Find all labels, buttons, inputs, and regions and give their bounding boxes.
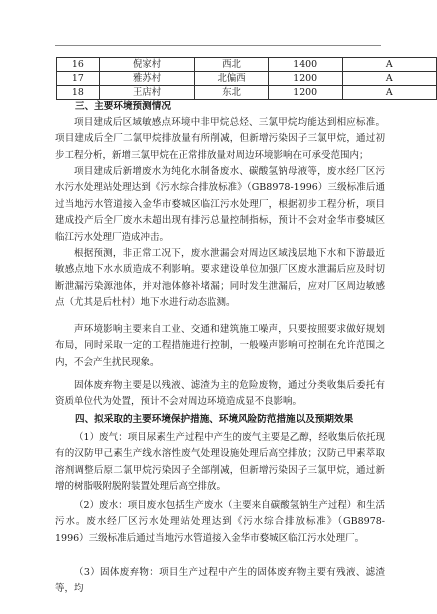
table-cell: A [342, 72, 436, 86]
table-cell: 1200 [268, 86, 342, 100]
header-rule [55, 45, 381, 46]
table-cell: A [342, 58, 436, 72]
table-cell: 东北 [195, 86, 269, 100]
table-cell: 北偏西 [195, 72, 269, 86]
table-cell: 西北 [195, 58, 269, 72]
paragraph-solid-waste-measures: （3）固体废弃物：项目生产过程中产生的固体废弃物主要有残液、滤渣等，均 [55, 567, 385, 595]
table-cell: 18 [57, 86, 100, 100]
section-heading-3: 三、主要环境预测情况 [75, 101, 171, 112]
table-row [57, 72, 437, 86]
table-cell: A [342, 86, 436, 100]
table-cell: 王店村 [99, 86, 194, 100]
village-table [56, 57, 437, 100]
table-cell: 1400 [268, 58, 342, 72]
paragraph-waste-gas-measures: （1）废气：项目尿素生产过程中产生的废气主要是乙醇，经收集后依托现有的汉防甲己素生产线水溶性废气处理设施处理后高空排放；汉防己甲素萃取溶剂调整后原二氯甲烷污染因子全部削减，但新增污染因子三氯甲烷，通过新增的树脂吸附脱附装置处理后高空排放。 [55, 432, 385, 493]
table-cell: 1200 [268, 72, 342, 86]
table-cell: 倪家村 [99, 58, 194, 72]
table-row [57, 86, 437, 100]
paragraph-air-prediction: 项目建成后区域敏感点环境中非甲烷总烃、三氯甲烷均能达到相应标准。项目建成后全厂二氯甲烷排放量有所削减，但新增污染因子三氯甲烷，通过初步工程分析，新增三氯甲烷在正常排放量对周边环境影响在可承受范围内； [55, 117, 385, 161]
paragraph-water-prediction: 项目建成后新增废水为纯化水制备废水、碳酸氢钠母液等，废水经厂区污水污水处理站处理达到《污水综合排放标准》（GB8978-1996）三级标准后通过当地污水管道接入金华市婺城区临江污水处理厂，根据初步工程分析，项目建成投产后全厂废水未超出现有排污总量控制指标，预计不会对金华市婺城区临江污水处理厂造成冲击。 [55, 166, 385, 243]
table-cell: 16 [57, 58, 100, 72]
table-row [57, 58, 437, 72]
paragraph-solid-waste-prediction: 固体废弃物主要是以残液、滤渣为主的危险废物，通过分类收集后委托有资质单位代为处置，预计不会对周边环境造成显不良影响。 [55, 380, 385, 408]
paragraph-groundwater-prediction: 根据预测，非正常工况下，废水泄漏会对周边区域浅层地下水和下游最近敏感点地下水水质造成不利影响。要求建设单位加强厂区废水泄漏后应及时切断泄漏污染源池体，并对池体修补堵漏；同时发生泄漏后，应对厂区周边敏感点（尤其是后杜村）地下水进行动态监测。 [55, 248, 385, 309]
paragraph-wastewater-measures: （2）废水：项目废水包括生产废水（主要来自碳酸氢钠生产过程）和生活污水。废水经厂区污水处理站处理达到《污水综合排放标准》（GB8978-1996）三级标准后通过当地污水管道接入金华市婺城区临江污水处理厂。 [55, 500, 385, 544]
table-cell: 17 [57, 72, 100, 86]
table-cell: 雅苏村 [99, 72, 194, 86]
paragraph-noise-prediction: 声环境影响主要来自工业、交通和建筑施工噪声，只要按照要求做好规划布局，同时采取一定的工程措施进行控制，一般噪声影响可控制在允许范围之内，不会产生扰民现象。 [55, 324, 385, 368]
section-heading-4: 四、拟采取的主要环境保护措施、环境风险防范措施以及预期效果 [75, 414, 354, 425]
